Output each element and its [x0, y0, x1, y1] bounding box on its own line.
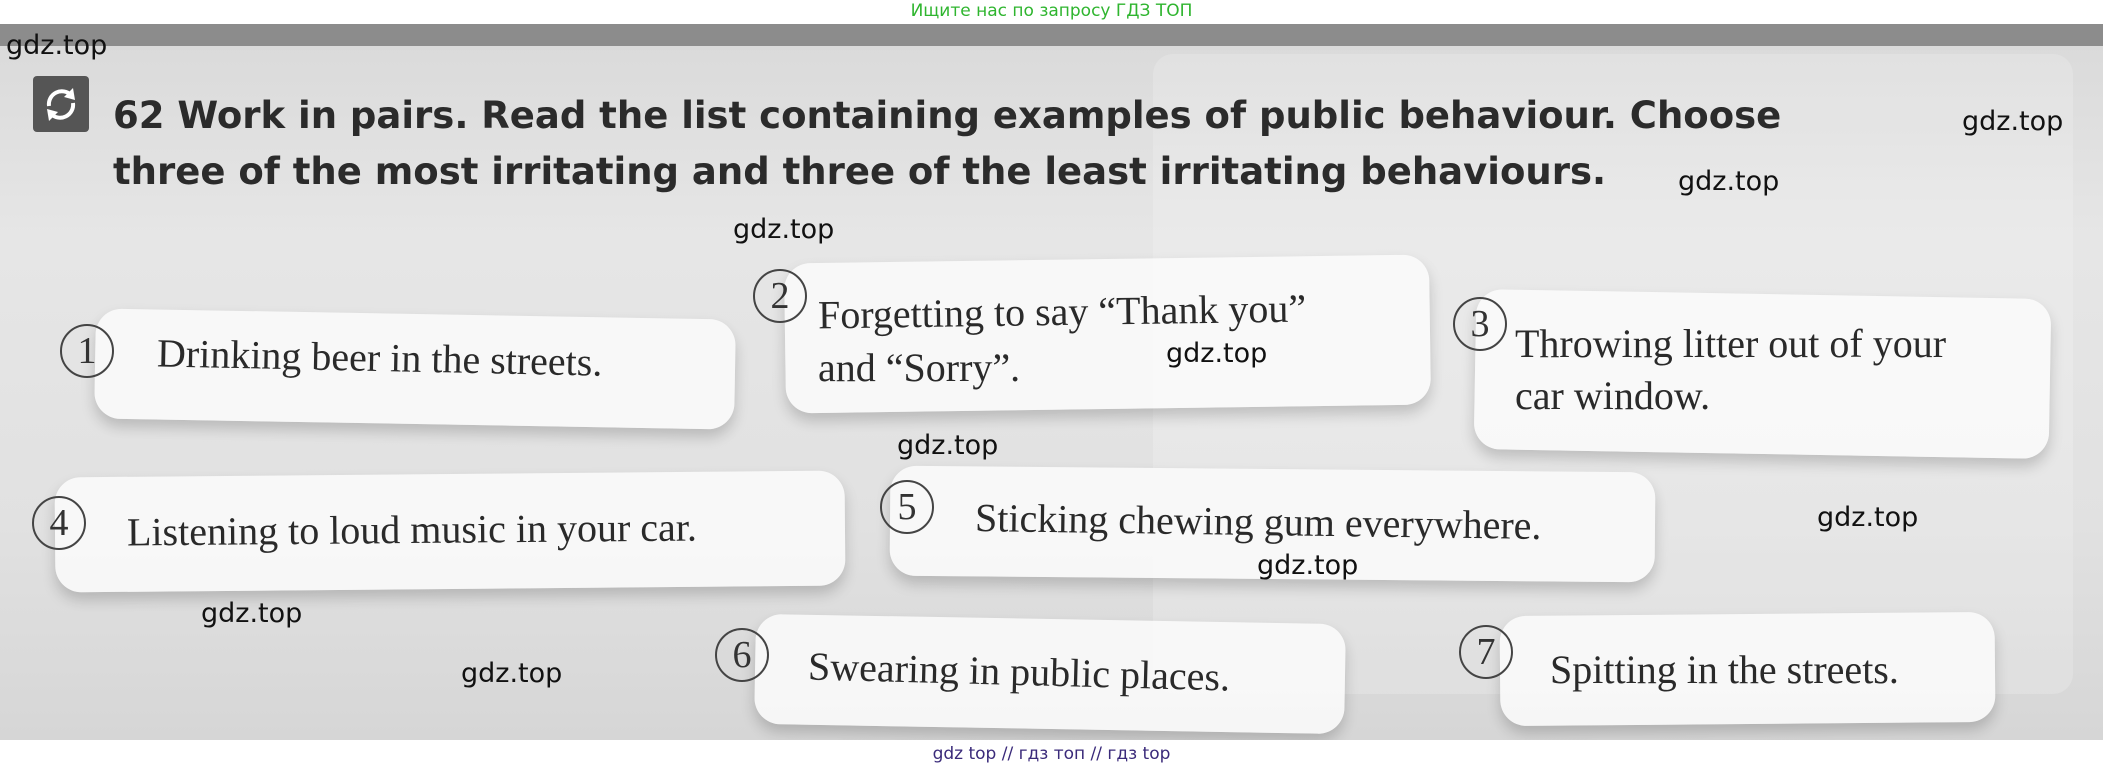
behaviour-text-3a: Throwing litter out of your — [1515, 321, 1947, 366]
item-number-5: 5 — [880, 480, 934, 534]
item-number-6: 6 — [715, 628, 769, 682]
watermark: gdz.top — [6, 30, 108, 61]
watermark: gdz.top — [1962, 106, 2064, 137]
watermark: gdz.top — [897, 430, 999, 461]
item-number-1: 1 — [60, 324, 114, 378]
scan-top-band — [0, 24, 2103, 46]
item-number-4: 4 — [32, 496, 86, 550]
behaviour-text-7: Spitting in the streets. — [1550, 647, 1899, 692]
behaviour-text-1: Drinking beer in the streets. — [156, 330, 603, 385]
bottom-bar: gdz top // гдз топ // гдз top — [0, 741, 2103, 767]
watermark: gdz.top — [1678, 166, 1780, 197]
textbook-scan — [0, 24, 2103, 740]
watermark: gdz.top — [1257, 550, 1359, 581]
watermark: gdz.top — [461, 658, 563, 689]
pair-work-icon — [33, 76, 89, 132]
top-banner: Ищите нас по запросу ГДЗ ТОП — [910, 1, 1193, 21]
watermark: gdz.top — [1817, 502, 1919, 533]
item-number-2: 2 — [753, 269, 807, 323]
behaviour-text-3b: car window. — [1515, 373, 1711, 418]
watermark: gdz.top — [1166, 338, 1268, 369]
behaviour-text-5: Sticking chewing gum everywhere. — [974, 495, 1542, 548]
behaviour-text-2b: and “Sorry”. — [818, 345, 1021, 390]
item-number-7: 7 — [1459, 625, 1513, 679]
behaviour-text-2a: Forgetting to say “Thank you” — [817, 285, 1307, 338]
behaviour-text-4: Listening to loud music in your car. — [126, 504, 698, 555]
watermark: gdz.top — [733, 214, 835, 245]
behaviour-text-6: Swearing in public places. — [807, 643, 1231, 700]
watermark: gdz.top — [201, 598, 303, 629]
exercise-instruction: 62 Work in pairs. Read the list containing examples of public behaviour. Choose three of the most irritating and three of the least irritating behaviours. — [113, 94, 1782, 193]
item-number-3: 3 — [1453, 297, 1507, 351]
